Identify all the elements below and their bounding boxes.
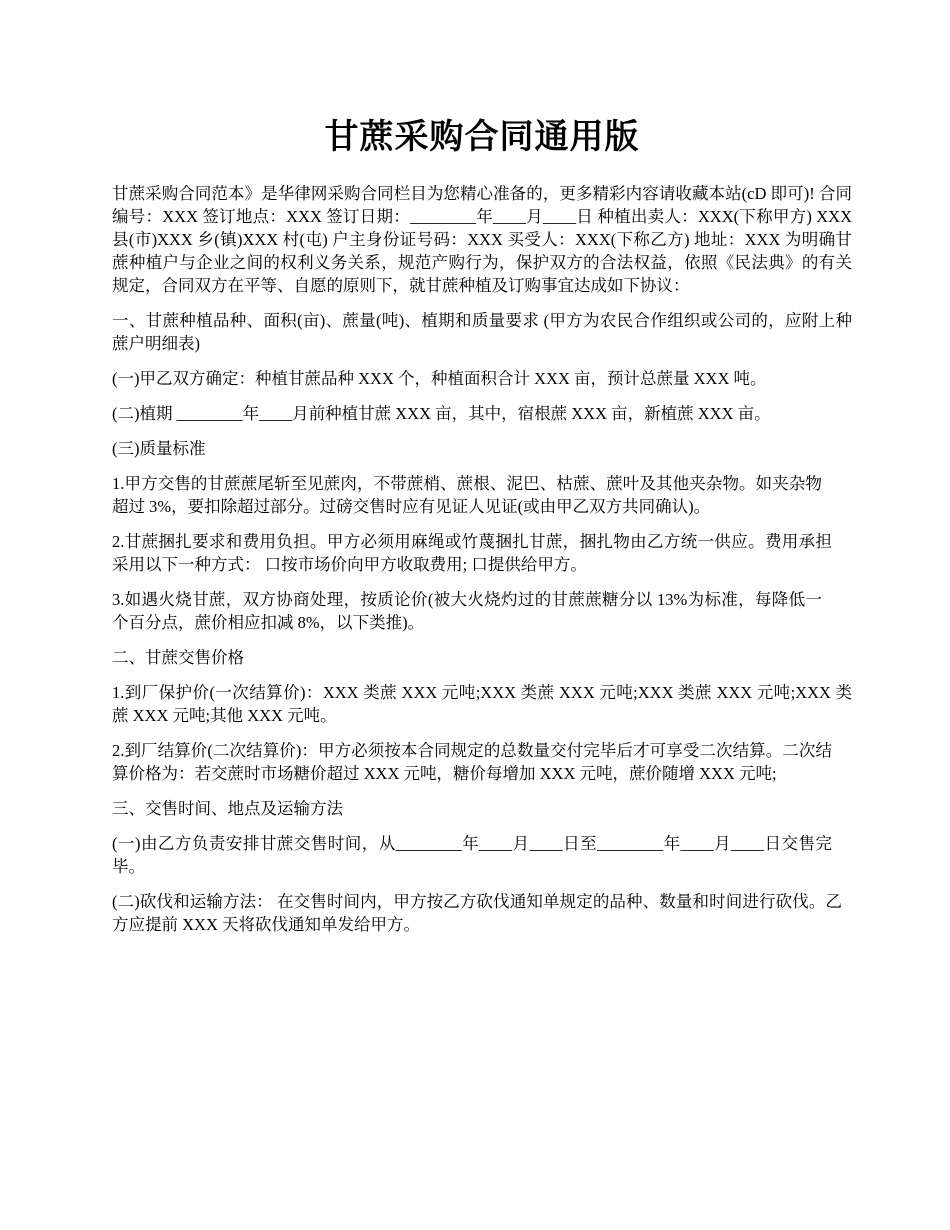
- clause-3-1: (一)由乙方负责安排甘蔗交售时间，从________年____月____日至________年____月____日交售完毕。: [112, 834, 832, 876]
- clause-1-3-heading: (三)质量标准: [112, 439, 206, 458]
- clause-2-1: 1.到厂保护价(一次结算价)：XXX 类蔗 XXX 元吨;XXX 类蔗 XXX 元吨;XXX 类蔗 XXX 元吨;XXX 类蔗 XXX 元吨;其他 XXX 元吨。: [112, 683, 852, 725]
- section-heading-3: 三、交售时间、地点及运输方法: [112, 799, 343, 818]
- clause-1-3-item-3: 3.如遇火烧甘蔗，双方协商处理，按质论价(被大火烧灼过的甘蔗蔗糖分以 13%为标准，每降低一个百分点，蔗价相应扣减 8%，以下类推)。: [112, 590, 822, 632]
- section-heading-1: 一、甘蔗种植品种、面积(亩)、蔗量(吨)、植期和质量要求 (甲方为农民合作组织或公司的，应附上种蔗户明细表): [112, 311, 852, 353]
- section-heading-2: 二、甘蔗交售价格: [112, 648, 244, 667]
- document-title: 甘蔗采购合同通用版: [324, 119, 640, 156]
- clause-2-2: 2.到厂结算价(二次结算价)：甲方必须按本合同规定的总数量交付完毕后才可享受二次结算。二次结算价格为：若交蔗时市场糖价超过 XXX 元吨，糖价每增加 XXX 元吨，蔗价随增 XXX 元吨;: [112, 741, 832, 783]
- clause-1-1: (一)甲乙双方确定：种植甘蔗品种 XXX 个，种植面积合计 XXX 亩，预计总蔗量 XXX 吨。: [112, 369, 767, 388]
- clause-1-3-item-1: 1.甲方交售的甘蔗蔗尾斩至见蔗肉，不带蔗梢、蔗根、泥巴、枯蔗、蔗叶及其他夹杂物。如夹杂物超过 3%，要扣除超过部分。过磅交售时应有见证人见证(或由甲乙双方共同确认)。: [112, 474, 822, 516]
- clause-3-2: (二)砍伐和运输方法： 在交售时间内，甲方按乙方砍伐通知单规定的品种、数量和时间进行砍伐。乙方应提前 XXX 天将砍伐通知单发给甲方。: [112, 892, 842, 934]
- intro-paragraph: 甘蔗采购合同范本》是华律网采购合同栏目为您精心准备的，更多精彩内容请收藏本站(cD 即可)! 合同编号：XXX 签订地点：XXX 签订日期：________年____月____日 种植出卖人：XXX(下称甲方) XXX 县(市)XXX 乡(镇)XXX 村(屯) 户主身份证号码：XXX 买受人：XXX(下称乙方) 地址：XXX 为明确甘蔗种植户与企业之间的权利义务关系，规范产购行为，保护双方的合法权益，依照《民法典》的有关规定，合同双方在平等、自愿的原则下，就甘蔗种植及订购事宜达成如下协议：: [112, 184, 852, 295]
- document-page: [112, 108, 852, 948]
- clause-1-2: (二)植期 ________年____月前种植甘蔗 XXX 亩，其中，宿根蔗 XXX 亩，新植蔗 XXX 亩。: [112, 404, 771, 423]
- clause-1-3-item-2: 2.甘蔗捆扎要求和费用负担。甲方必须用麻绳或竹蔑捆扎甘蔗，捆扎物由乙方统一供应。费用承担采用以下一种方式： 口按市场价向甲方收取费用; 口提供给甲方。: [112, 532, 832, 574]
